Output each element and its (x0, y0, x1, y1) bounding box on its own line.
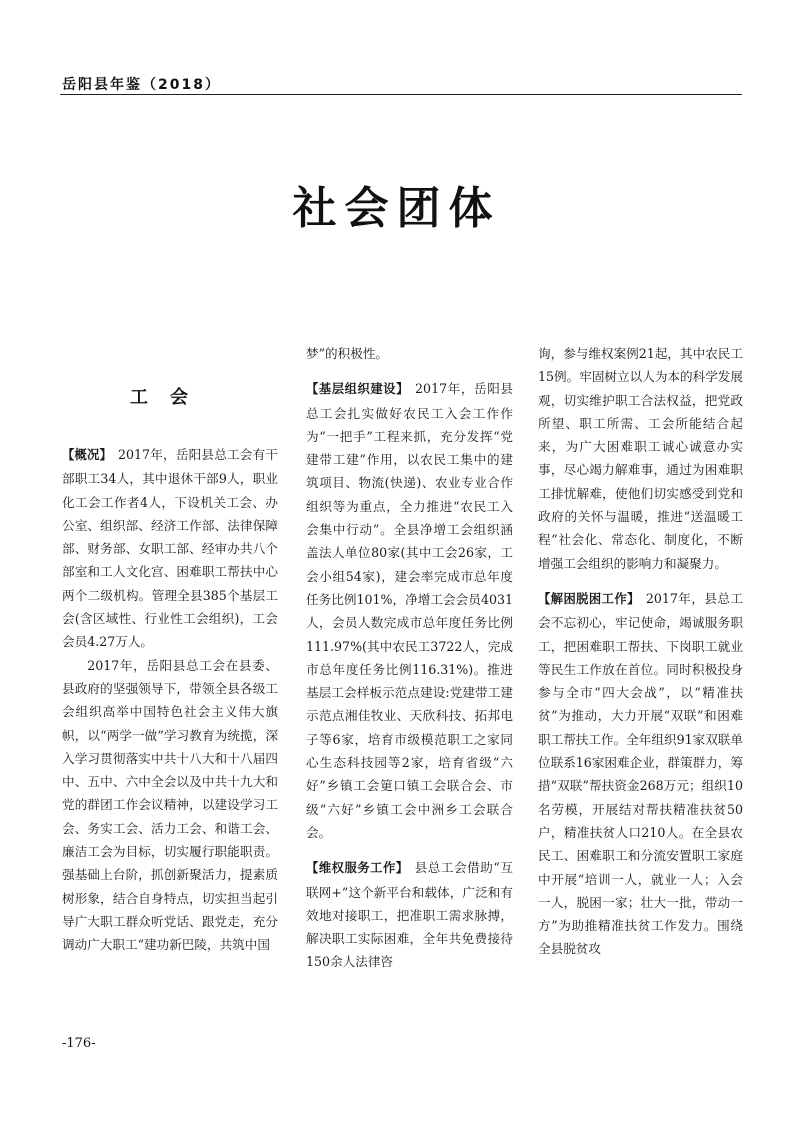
paragraph-overview-2: 2017年，岳阳县总工会在县委、县政府的坚强领导下，带领全县各级工会组织高举中国特色社会主义伟大旗帜，以“两学一做”学习教育为统揽，深入学习贯彻落实中共十八大和十八届四中、五中、六中全会以及中共十九大和党的群团工作会议精神，以建设学习工会、务实工会、活力工会、和谐工会、廉洁工会为目标，切实履行职能职责。强基础上台阶，抓创新聚活力，提素质树形象，结合自身特点，切实担当起引导广大职工群众听党话、跟党走，充分调动广大职工“建功新巴陵，共筑中国 (62, 657, 278, 953)
grassroots-organization-text: 2017年，岳阳县总工会扎实做好农民工入会工作作为“一把手”工程来抓，充分发挥“党建带工建”作用，以农民工集中的建筑项目、物流(快递)、农业专业合作组织等为重点，全力推进“农民工入会集中行动”。全县净增工会组织涵盖法人单位80家(其中工会26家，工会小组54家)，建会率完成市总年度任务比例101%，净增工会会员4031人，会员人数完成市总年度任务比例111.97%(其中农民工3722人，完成市总年度任务比例116.31%)。推进基层工会样板示范点建设:党建带工建示范点湘佳牧业、天欣科技、拓邦电子等6家，培育市级模范职工之家同心生态科技园等2家，培育省级“六好”乡镇工会筻口镇工会联合会、市级“六好”乡镇工会中洲乡工会联合会。 (306, 381, 513, 840)
section-title: 工会 (130, 387, 210, 408)
label-poverty-relief: 【解困脱困工作】 (538, 591, 640, 606)
column-left (62, 443, 278, 957)
paragraph-poverty-relief (538, 587, 743, 961)
paragraph-continuation: 梦”的积极性。 (306, 346, 389, 361)
yearbook-header-title: 岳阳县年鉴（2018） (62, 77, 221, 93)
rights-service-text: 县总工会借助“互联网+”这个新平台和载体，广泛和有效地对接职工，把准职工需求脉搏，解决职工实际困难，全年共免费接待150余人法律咨 (306, 860, 513, 970)
overview-text: 2017年，岳阳县总工会有干部职工34人，其中退休干部9人，职业化工会工作者4人，下设机关工会、办公室、组织部、经济工作部、法律保障部、财务部、女职工部、经审办共八个部室和工人文化宫、困难职工帮扶中心两个二级机构。管理全县385个基层工会(含区域性、行业性工会组织)，工会会员4.27万人。 (62, 447, 278, 650)
label-grassroots-organization: 【基层组织建设】 (306, 382, 410, 397)
chapter-title: 社会团体 (292, 183, 501, 234)
header-divider (60, 94, 742, 95)
paragraph-grassroots-organization (306, 377, 513, 844)
column-right (538, 342, 743, 961)
poverty-relief-text: 2017年，县总工会不忘初心，牢记使命，竭诚服务职工，把困难职工帮扶、下岗职工就业等民生工作放在首位。同时积极投身参与全市“四大会战”，以“精准扶贫”为推动，大力开展“双联”和困难职工帮扶工作。全年组织91家双联单位联系16家困难企业，群策群力，筹措“双联”帮扶资金268万元；组织10名劳模，开展结对帮扶精准扶贫50户，精准扶贫人口210人。在全县农民工、困难职工和分流安置职工家庭中开展“培训一人，就业一人；入会一人，脱困一家；壮大一批，带动一方”为助推精准扶贫工作发力。围绕全县脱贫攻 (538, 590, 743, 957)
paragraph-overview (62, 443, 278, 654)
paragraph-continuation-right: 询，参与维权案例21起，其中农民工15例。牢固树立以人为本的科学发展观，切实维护职工合法权益，把党政所望、职工所需、工会所能结合起来，为广大困难职工诚心诚意办实事，尽心竭力解难事，通过为困难职工排忧解难，使他们切实感受到党和政府的关怀与温暖，推进“送温暖工程”社会化、常态化、制度化，不断增强工会组织的影响力和凝聚力。 (538, 346, 743, 571)
page-number: -176- (62, 1036, 96, 1051)
column-middle (306, 342, 513, 974)
paragraph-rights-service (306, 856, 513, 973)
label-rights-service: 【维权服务工作】 (306, 861, 409, 876)
label-overview: 【概况】 (62, 448, 112, 462)
